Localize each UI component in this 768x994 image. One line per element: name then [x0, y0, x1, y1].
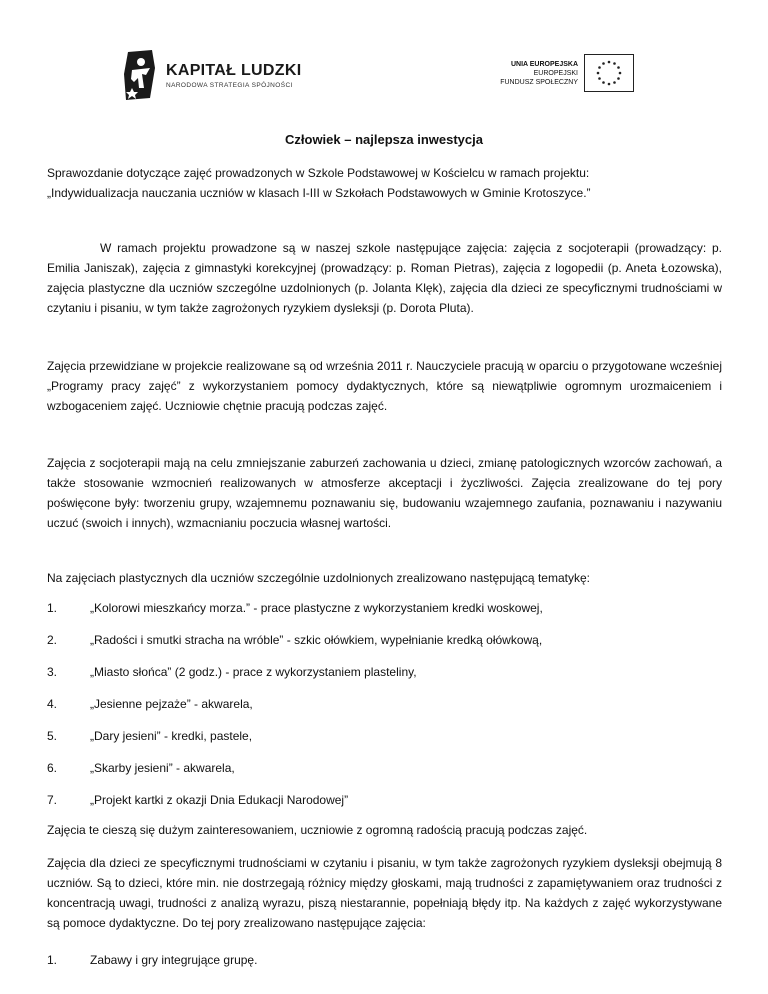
list-item-text: „Jesienne pejzaże” - akwarela, [90, 697, 253, 711]
paragraph-interest: Zajęcia te cieszą się dużym zainteresowaniem, uczniowie z ogromną radością pracują podczas zajęć. [47, 823, 588, 837]
paragraph-dysleksja: Zajęcia dla dzieci ze specyficznymi trudnościami w czytaniu i pisaniu, w tym także zagrożonych ryzykiem dysleksji obejmują 8 uczniów. Są to dzieci, które min. nie dostrzegają różnicy między głoskami, mają trudności z zapamiętywaniem oraz trudności z koncentracją uwagi, trudności z analizą wyrazu, piszą niestarannie, popełniają błędy itp. Na każdych z zajęć wykorzystywane są pomoce dydaktyczne. Do tej pory zrealizowano następujące zajęcia: [47, 856, 722, 930]
list-item-number: 5. [47, 729, 58, 743]
eu-logo-line2: EUROPEJSKI [533, 70, 578, 77]
list-item-text: „Miasto słońca” (2 godz.) - prace z wykorzystaniem plasteliny, [90, 665, 417, 679]
intro-line-2: „Indywidualizacja nauczania uczniów w klasach I-III w Szkołach Podstawowych w Gminie Krotoszyce.” [47, 186, 591, 200]
kapital-ludzki-subtitle: NARODOWA STRATEGIA SPÓJNOŚCI [166, 82, 293, 89]
eu-flag-icon [584, 54, 634, 92]
eu-logo-line3: FUNDUSZ SPOŁECZNY [500, 79, 578, 86]
intro-line-1: Sprawozdanie dotyczące zajęć prowadzonych w Szkole Podstawowej w Kościelcu w ramach projektu: [47, 166, 590, 180]
list-item-number: 6. [47, 761, 58, 775]
paragraph-plastyczne-intro: Na zajęciach plastycznych dla uczniów szczególnie uzdolnionych zrealizowano następującą tematykę: [47, 571, 590, 585]
list-item-number: 1. [47, 601, 58, 615]
paragraph-socjoterapia: Zajęcia z socjoterapii mają na celu zmniejszanie zaburzeń zachowania u dzieci, zmianę patologicznych wzorców zachowań, a także stosowanie wzmocnień realizowanych w atmosferze akceptacji i życzliwości. Zajęcia zrealizowane do tej pory poświęcone były: tworzeniu grupy, wzajemnemu poznawaniu się, budowaniu wzajemnego zaufania, poznawaniu i nazywaniu uczuć (swoich i innych), wzmacnianiu poczucia własnej wartości. [47, 456, 722, 530]
list-item-number: 3. [47, 665, 58, 679]
list-item-number: 7. [47, 793, 58, 807]
list-item-number: 2. [47, 633, 58, 647]
kapital-ludzki-title: KAPITAŁ LUDZKI [166, 62, 302, 79]
paragraph-start-date: Zajęcia przewidziane w projekcie realizowane są od września 2011 r. Nauczyciele pracują w oparciu o przygotowane wcześniej „Programy pracy zajęć” z wykorzystaniem pomocy dydaktycznych, które są niewątpliwie ogromnym urozmaiceniem i wzbogaceniem zajęć. Uczniowie chętnie pracują podczas zajęć. [47, 359, 722, 413]
eu-logo [486, 54, 636, 96]
kapital-ludzki-emblem-icon [122, 48, 158, 102]
list-item-text: „Projekt kartki z okazji Dnia Edukacji Narodowej” [90, 793, 349, 807]
list-item-text: „Skarby jesieni” - akwarela, [90, 761, 235, 775]
eu-logo-text [500, 60, 578, 87]
list-item-text: „Dary jesieni” - kredki, pastele, [90, 729, 253, 743]
paragraph-projects: W ramach projektu prowadzone są w naszej szkole następujące zajęcia: zajęcia z socjoterapii (prowadzący: p. Emilia Janiszak), zajęcia z gimnastyki korekcyjnej (prowadzący: p. Roman Pietras), zajęcia z logopedii (p. Aneta Łozowska), zajęcia plastyczne dla uczniów szczególne uzdolnionych (p. Jolanta Klęk), zajęcia dla dzieci ze specyficznymi trudnościami w czytaniu i pisaniu, w tym także zagrożonych ryzykiem dysleksji (p. Dorota Pluta). [47, 241, 722, 315]
list-item-text: „Radości i smutki stracha na wróble” - szkic ołówkiem, wypełnianie kredką ołówkową, [90, 633, 543, 647]
kapital-ludzki-logo [122, 48, 302, 102]
list-item-number: 4. [47, 697, 58, 711]
document-title: Człowiek – najlepsza inwestycja [285, 132, 483, 147]
list-item-text: „Kolorowi mieszkańcy morza.” - prace plastyczne z wykorzystaniem kredki woskowej, [90, 601, 543, 615]
eu-logo-line1: UNIA EUROPEJSKA [510, 61, 578, 68]
list-item-text: Zabawy i gry integrujące grupę. [90, 953, 258, 967]
list-item-number: 1. [47, 953, 58, 967]
